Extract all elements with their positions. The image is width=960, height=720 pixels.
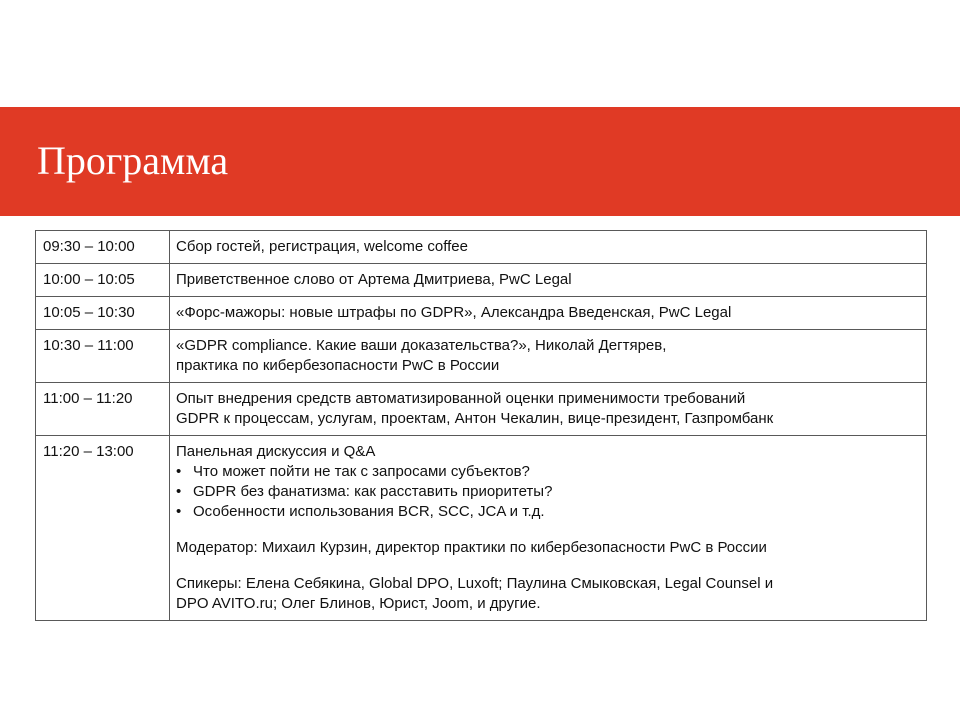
description-cell	[170, 297, 927, 330]
time-cell: 11:00 – 11:20	[36, 383, 170, 436]
bullet-item: • Что может пойти не так с запросами субъектов?	[176, 462, 920, 482]
time-cell: 10:00 – 10:05	[36, 264, 170, 297]
panel-heading: Панельная дискуссия и Q&A	[176, 443, 376, 460]
table-row	[36, 264, 927, 297]
table-row	[36, 231, 927, 264]
table-row	[36, 436, 927, 621]
description-line: «Форс-мажоры: новые штрафы по GDPR», Александра Введенская, PwC Legal	[176, 304, 732, 321]
time-cell: 09:30 – 10:00	[36, 231, 170, 264]
description-cell	[170, 436, 927, 621]
time-cell: 11:20 – 13:00	[36, 436, 170, 621]
description-line: GDPR к процессам, услугам, проектам, Антон Чекалин, вице-президент, Газпромбанк	[176, 410, 774, 427]
description-line: Сбор гостей, регистрация, welcome coffee	[176, 238, 468, 255]
speakers-line: Спикеры: Елена Себякина, Global DPO, Luxoft; Паулина Смыковская, Legal Counsel и	[176, 575, 774, 592]
description-line: Приветственное слово от Артема Дмитриева, PwC Legal	[176, 271, 572, 288]
description-line: Опыт внедрения средств автоматизированной оценки применимости требований	[176, 390, 746, 407]
moderator-line: Модератор: Михаил Курзин, директор практики по кибербезопасности PwC в России	[176, 539, 767, 556]
description-cell	[170, 330, 927, 383]
description-cell	[170, 231, 927, 264]
table-row	[36, 330, 927, 383]
spacer	[176, 522, 920, 538]
speakers-line: DPO AVITO.ru; Олег Блинов, Юрист, Joom, и другие.	[176, 595, 541, 612]
time-cell: 10:05 – 10:30	[36, 297, 170, 330]
program-table	[35, 230, 927, 621]
description-cell	[170, 264, 927, 297]
description-line: практика по кибербезопасности PwC в России	[176, 357, 500, 374]
description-cell	[170, 383, 927, 436]
bullet-item: • GDPR без фанатизма: как расставить приоритеты?	[176, 482, 920, 502]
table-row	[36, 297, 927, 330]
table-row	[36, 383, 927, 436]
description-line: «GDPR compliance. Какие ваши доказательства?», Николай Дегтярев,	[176, 337, 667, 354]
bullet-item: • Особенности использования BCR, SCC, JCA и т.д.	[176, 502, 920, 522]
time-cell: 10:30 – 11:00	[36, 330, 170, 383]
spacer	[176, 558, 920, 574]
page-title: Программа	[37, 138, 229, 183]
